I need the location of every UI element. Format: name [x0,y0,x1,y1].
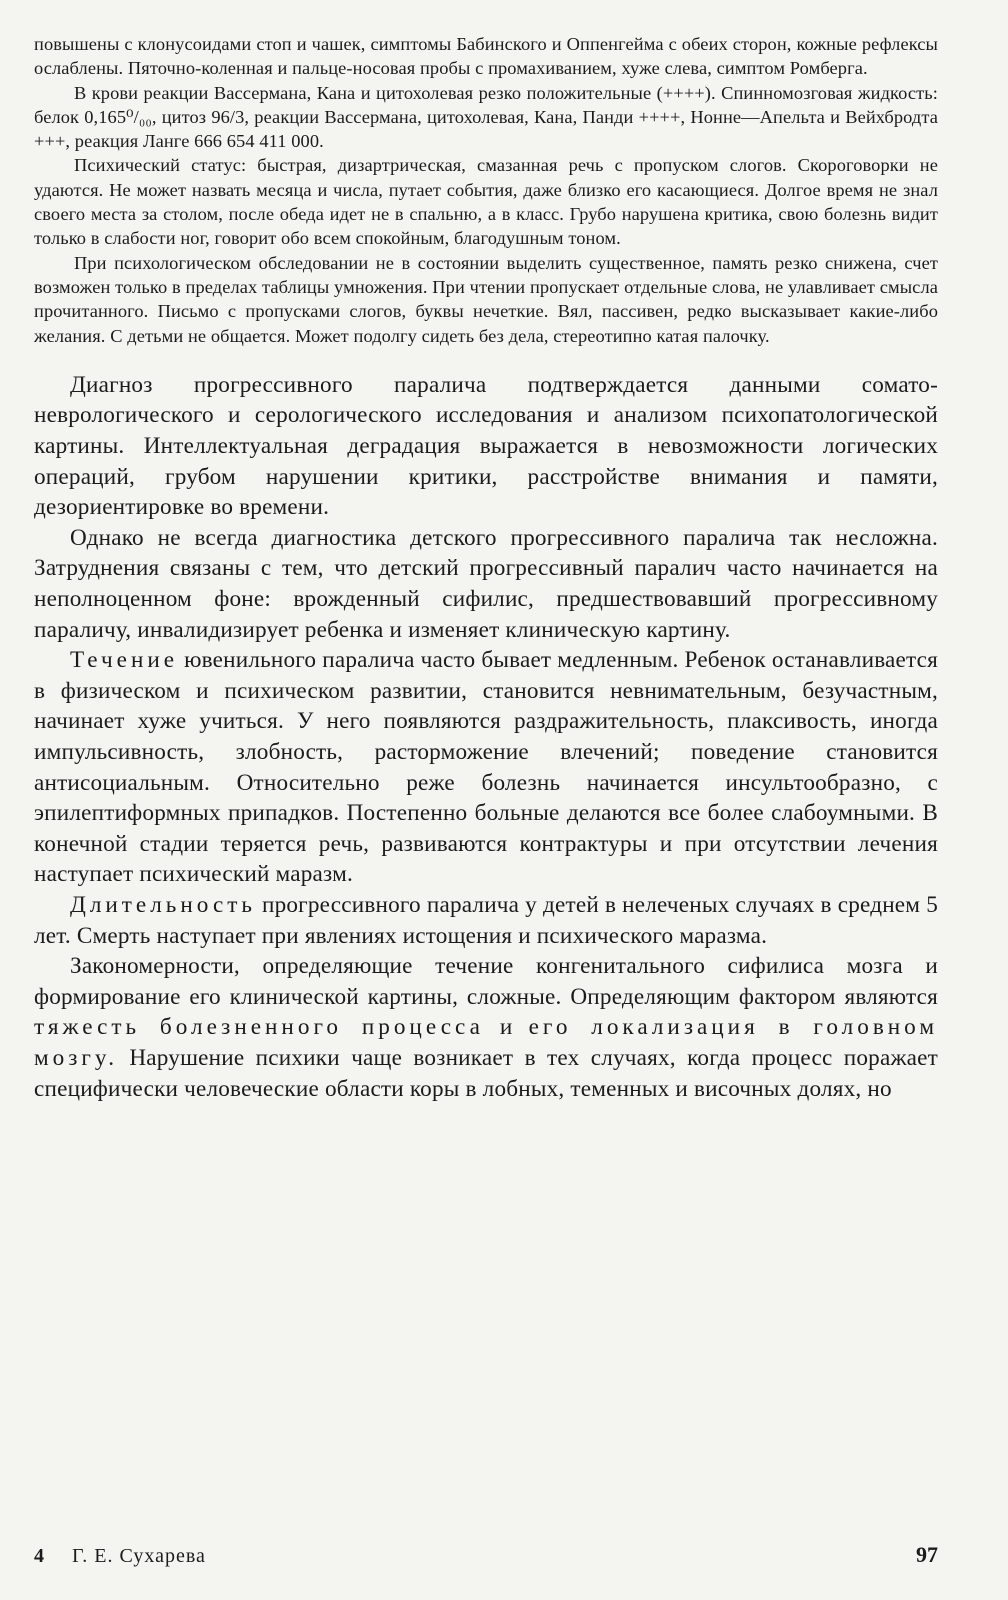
term-duration: Длительность [70,891,256,918]
case-paragraph-serology: В крови реакции Вассермана, Кана и цитохолевая резко положительные (++++). Спинномозговая жидкость: белок 0,165⁰/₀₀, цитоз 96/3, реакции Вассермана, цитохолевая, Кана, Панди ++++, Нонне—Апельта и Вейхбродта +++, реакция Ланге 666 654 411 000. [34,82,938,152]
case-paragraph-psychology: При психологическом обследовании не в состоянии выделить существенное, память резко снижена, счет возможен только в пределах таблицы умножения. При чтении пропускает отдельные слова, не улавливает смысла прочитанного. Письмо с пропусками слогов, буквы нечеткие. Вял, пассивен, редко высказывает какие-либо желания. С детьми не общается. Может подолгу сидеть без дела, стереотипно катая палочку. [34,252,938,346]
page-number: 97 [916,1542,938,1567]
paragraph-difficulty: Однако не всегда диагностика детского прогрессивного паралича так несложна. Затруднения связаны с тем, что детский прогрессивный паралич часто начинается на неполноценном фоне: врожденный сифилис, предшествовавший прогрессивному параличу, инвалидизирует ребенка и изменяет клиническую картину. [34,524,938,643]
paragraph-course [34,645,938,890]
author-name: Г. Е. Сухарева [72,1545,206,1567]
case-description [34,32,938,348]
term-severity: тяжесть болезненного процесса [34,1014,484,1041]
paragraph-regularities [34,951,938,1104]
case-paragraph-neuro: повышены с клонусоидами стоп и чашек, симптомы Бабинского и Оппенгейма с обеих сторон, кожные рефлексы ослаблены. Пяточно-коленная и пальце-носовая пробы с промахиванием, хуже слева, симптом Ромберга. [34,34,938,79]
case-paragraph-psychic-status: Психический статус: быстрая, дизартрическая, смазанная речь с пропуском слогов. Скороговорки не удаются. Не может назвать месяца и числа, путает события, даже близко его касающиеся. Долгое время не знал своего места за столом, после обеда идет не в спальню, а в класс. Грубо нарушена критика, свою болезнь видит только в слабости ног, говорит обо всем спокойным, благодушным тоном. [34,155,938,249]
paragraph-duration-text: прогрессивного паралича у детей в нелеченых случаях в среднем 5 лет. Смерть наступает при явлениях истощения и психического маразма. [34,891,938,949]
regularities-text-mid: и [483,1014,529,1041]
signature-number: 4 [34,1545,44,1567]
paragraph-duration [34,890,938,951]
term-course: Течение [70,647,179,674]
page-footer [34,1542,938,1568]
paragraph-diagnosis: Диагноз прогрессивного паралича подтверждается данными сомато-неврологического и серологического исследования и анализом психопатологической картины. Интеллектуальная деградация выражается в невозможности логических операций, грубом нарушении критики, расстройстве внимания и памяти, дезориентировке во времени. [34,371,938,521]
regularities-text-end: Нарушение психики чаще возникает в тех случаях, когда процесс поражает специфически человеческие области коры в лобных, теменных и височных долях, но [34,1044,938,1102]
paragraph-course-text: ювенильного паралича часто бывает медленным. Ребенок останавливается в физическом и психическом развитии, становится невнимательным, безучастным, начинает хуже учиться. У него появляются раздражительность, плаксивость, иногда импульсивность, злобность, расторможение влечений; поведение становится антисоциальным. Относительно реже болезнь начинается инсультообразно, с эпилептиформных припадков. Постепенно больные делаются все более слабоумными. В конечной стадии теряется речь, развиваются контрактуры и при отсутствии лечения наступает психический маразм. [34,647,938,888]
main-text [34,370,938,1104]
term-localization: его локализация в головном мозгу. [34,1014,938,1071]
regularities-text-start: Закономерности, определяющие течение конгенитального сифилиса мозга и формирование его клинической картины, сложные. Определяющим фактором являются [34,953,938,1010]
